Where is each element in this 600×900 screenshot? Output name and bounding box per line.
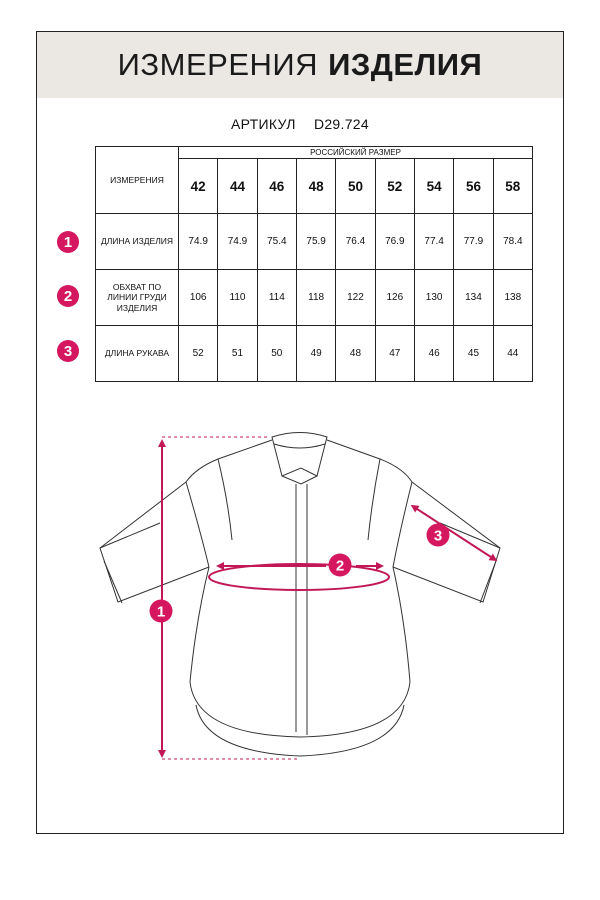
size-header: 56: [454, 159, 493, 214]
marker-1-icon: [150, 600, 173, 623]
table-cell: 49: [296, 326, 335, 382]
table-cell: 76.9: [375, 214, 414, 270]
marker-1-label: 1: [156, 603, 166, 621]
table-cell: 44: [493, 326, 532, 382]
size-header: 42: [179, 159, 218, 214]
table-cell: 76.4: [336, 214, 375, 270]
table-cell: 77.4: [414, 214, 453, 270]
table-cell: 47: [375, 326, 414, 382]
marker-2-label: 2: [335, 557, 345, 575]
table-cell: 114: [257, 270, 296, 326]
table-cell: 130: [414, 270, 453, 326]
size-header: 58: [493, 159, 532, 214]
title-light: ИЗМЕРЕНИЯ: [117, 47, 319, 82]
table-cell: 138: [493, 270, 532, 326]
row-number-badge: 2: [57, 285, 79, 307]
title-bold: ИЗДЕЛИЯ: [328, 47, 483, 82]
table-cell: 50: [257, 326, 296, 382]
sleeve-arrow: [414, 507, 494, 559]
size-header: 46: [257, 159, 296, 214]
shirt-outline: [100, 433, 500, 757]
table-cell: 122: [336, 270, 375, 326]
article-label: АРТИКУЛ: [231, 116, 296, 132]
length-arrow: [162, 437, 300, 759]
size-group-label: РОССИЙСКИЙ РАЗМЕР: [179, 147, 533, 159]
table-cell: 126: [375, 270, 414, 326]
marker-2-icon: [329, 554, 352, 577]
corner-label: ИЗМЕРЕНИЯ: [96, 147, 179, 214]
size-header: 50: [336, 159, 375, 214]
table-cell: 74.9: [179, 214, 218, 270]
table-cell: 118: [296, 270, 335, 326]
size-header: 52: [375, 159, 414, 214]
table-cell: 134: [454, 270, 493, 326]
table-cell: 77.9: [454, 214, 493, 270]
size-header: 54: [414, 159, 453, 214]
row-label: ОБХВАТ ПО ЛИНИИ ГРУДИ ИЗДЕЛИЯ: [96, 270, 179, 326]
table-cell: 75.4: [257, 214, 296, 270]
chest-ellipse: [209, 564, 389, 590]
table-cell: 110: [218, 270, 257, 326]
marker-3-label: 3: [433, 527, 443, 545]
table-cell: 48: [336, 326, 375, 382]
table-cell: 106: [179, 270, 218, 326]
table-cell: 52: [179, 326, 218, 382]
row-label: ДЛИНА ИЗДЕЛИЯ: [96, 214, 179, 270]
size-header: 44: [218, 159, 257, 214]
row-label: ДЛИНА РУКАВА: [96, 326, 179, 382]
table-cell: 45: [454, 326, 493, 382]
table-cell: 75.9: [296, 214, 335, 270]
table-cell: 46: [414, 326, 453, 382]
size-header: 48: [296, 159, 335, 214]
row-number-badge: 3: [57, 340, 79, 362]
table-cell: 74.9: [218, 214, 257, 270]
row-number-badge: 1: [57, 231, 79, 253]
table-cell: 78.4: [493, 214, 532, 270]
table-cell: 51: [218, 326, 257, 382]
article-code: D29.724: [313, 116, 369, 132]
marker-3-icon: [427, 524, 450, 547]
